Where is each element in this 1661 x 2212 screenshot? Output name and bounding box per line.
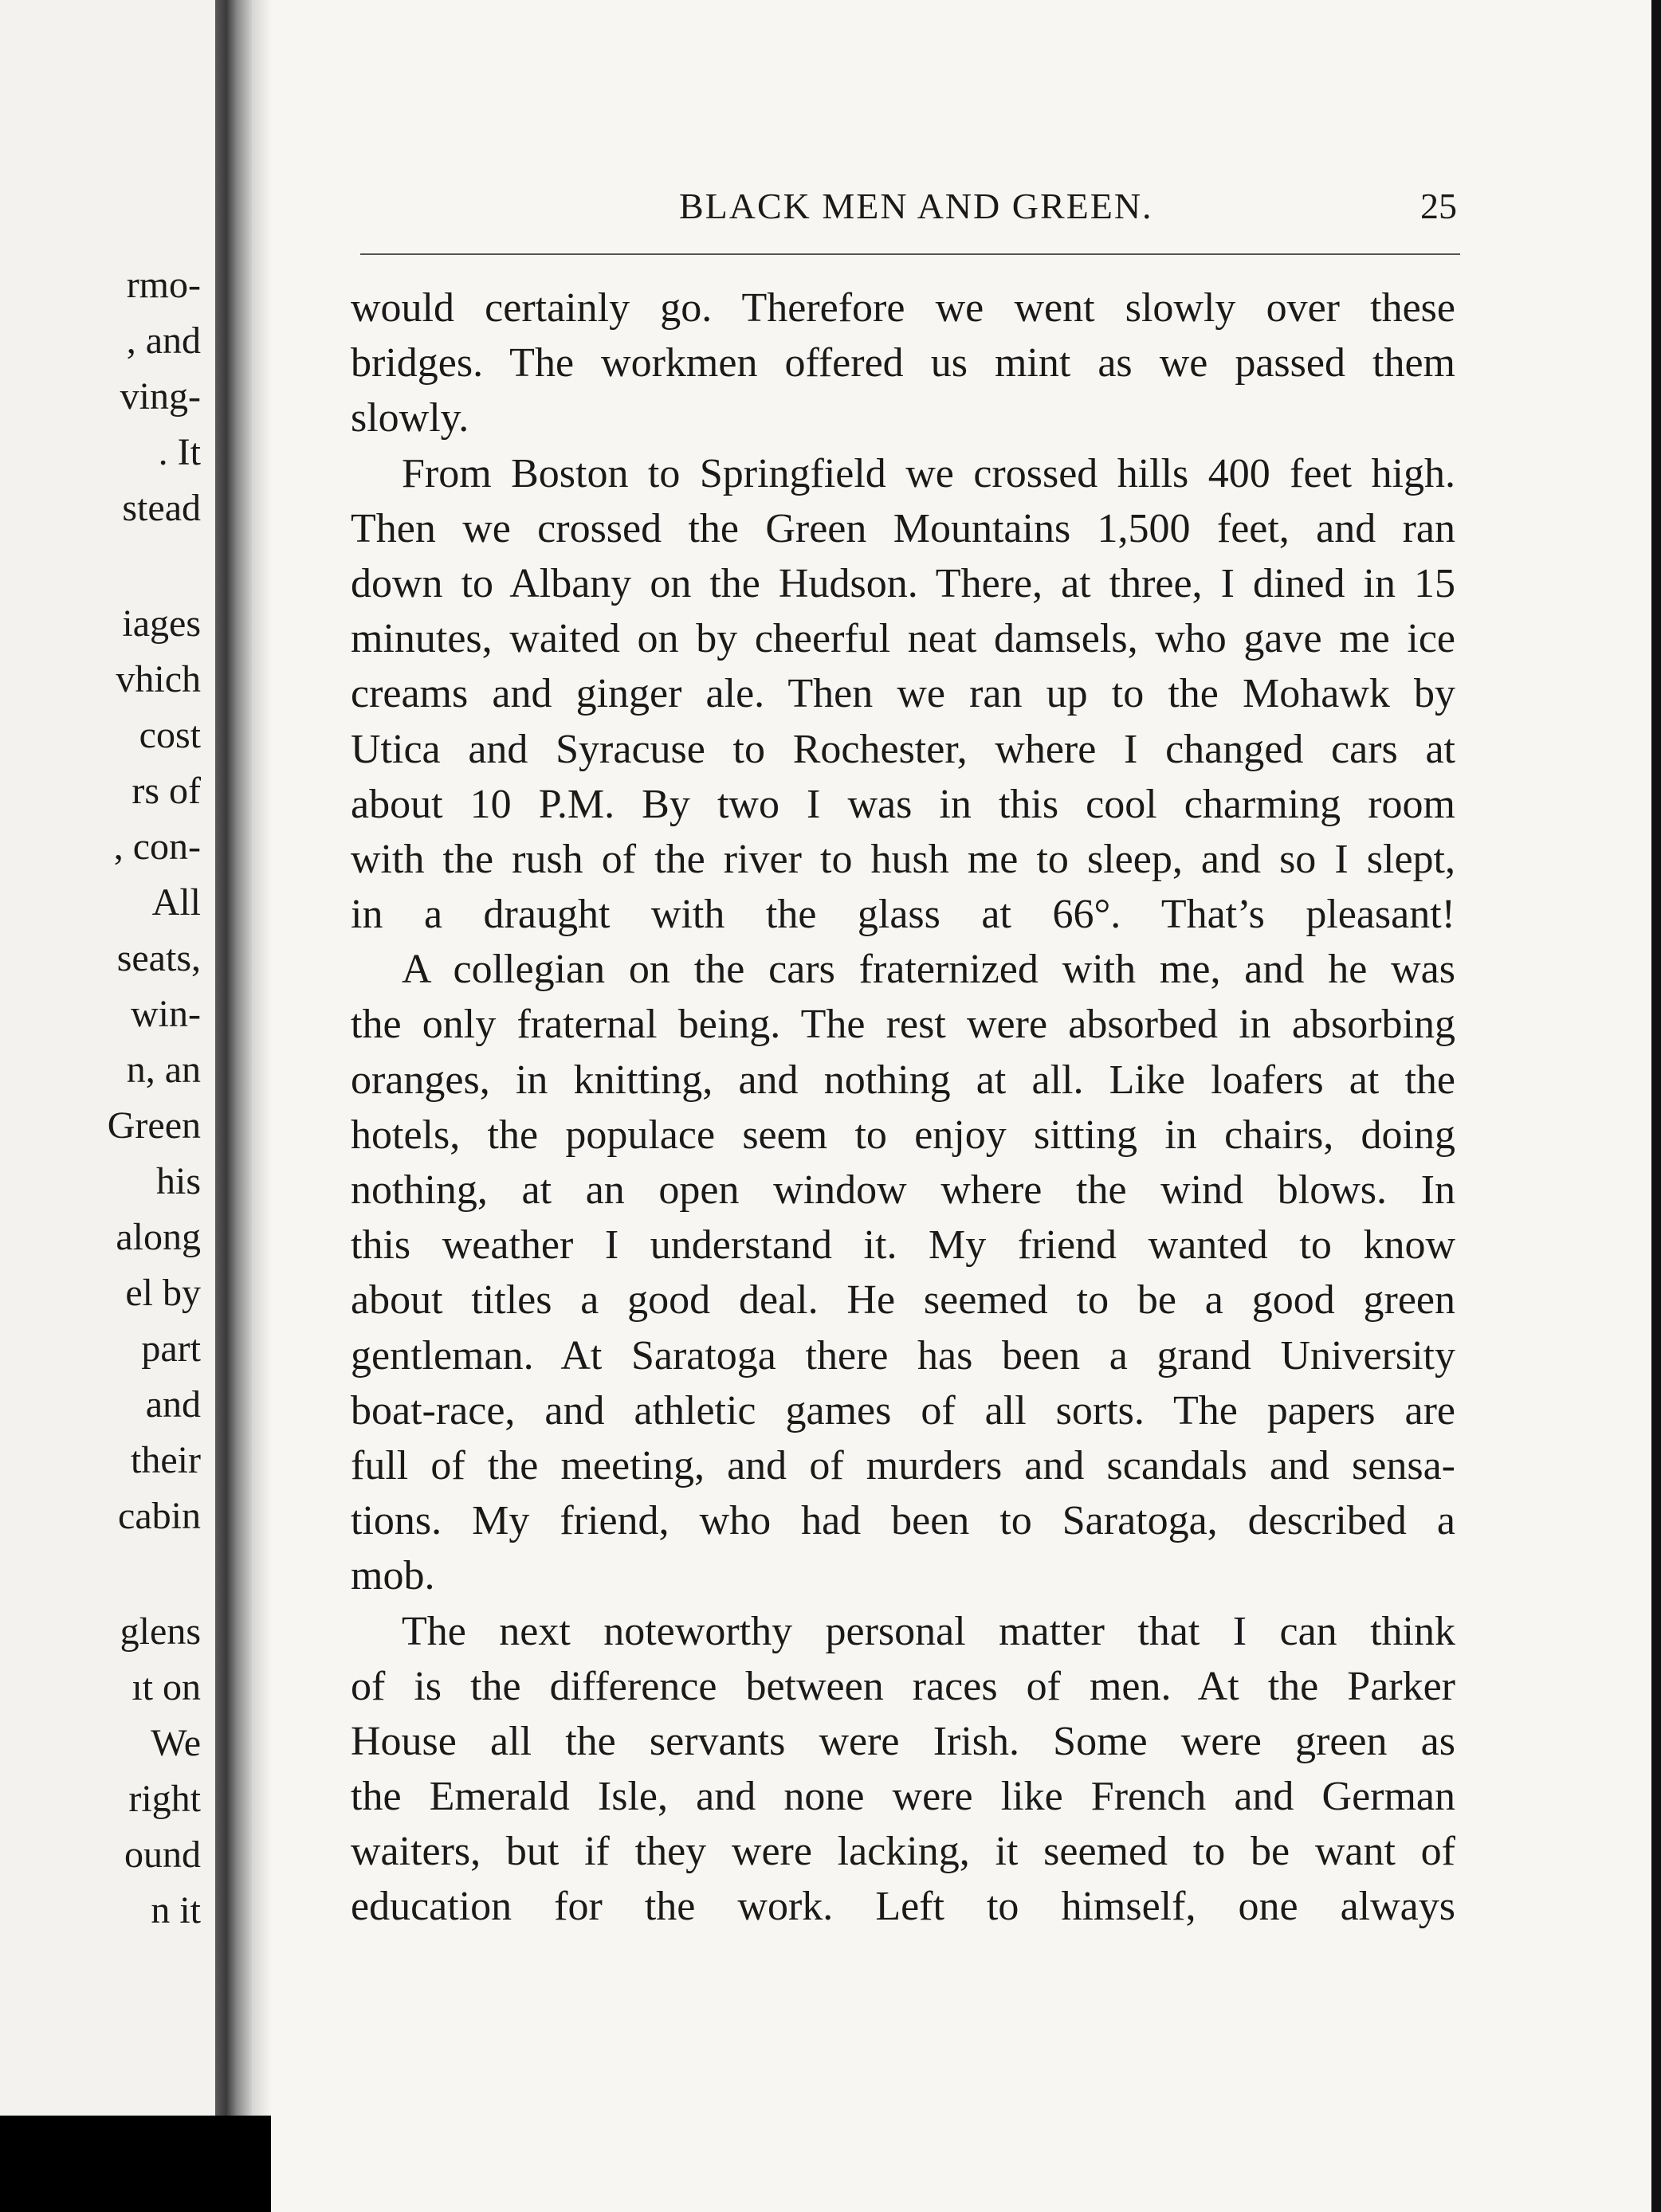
left-fragment-line: and — [145, 1383, 201, 1426]
scan-background — [0, 2116, 271, 2212]
left-fragment-line: seats, — [116, 937, 201, 979]
left-fragment-line: his — [155, 1160, 201, 1202]
left-fragment-line: , con- — [113, 826, 201, 868]
left-fragment-line: glens — [120, 1610, 201, 1653]
text-line: tions. My friend, who had been to Saratoga, described a — [351, 1498, 1455, 1544]
text-line: waiters, but if they were lacking, it seemed to be want of — [351, 1829, 1455, 1875]
header-rule — [360, 253, 1460, 255]
scan-edge — [1651, 0, 1661, 2212]
left-fragment-line: their — [131, 1439, 201, 1481]
text-line: Then we crossed the Green Mountains 1,500 feet, and ran — [351, 505, 1455, 551]
left-fragment-line: ving- — [120, 375, 201, 418]
left-fragment-line: vhich — [116, 658, 201, 700]
text-line: about 10 P.M. By two I was in this cool charming room — [351, 781, 1455, 827]
left-fragment-line: n it — [151, 1889, 201, 1932]
left-fragment-line: iages — [122, 602, 201, 645]
page-number: 25 — [1420, 186, 1457, 226]
text-line: minutes, waited on by cheerful neat damsels, who gave me ice — [351, 616, 1455, 662]
text-line: mob. — [351, 1553, 435, 1599]
left-fragment-line: stead — [122, 487, 201, 529]
left-fragment-line: . It — [158, 431, 201, 473]
text-line: of is the difference between races of men. At the Parker — [351, 1663, 1455, 1709]
text-line: gentleman. At Saratoga there has been a grand University — [351, 1332, 1455, 1379]
paragraph-start: The next noteworthy personal matter that I can think — [402, 1608, 1455, 1654]
left-fragment-line: We — [151, 1722, 201, 1764]
text-line: oranges, in knitting, and nothing at all. Like loafers at the — [351, 1057, 1455, 1103]
left-fragment-line: n, an — [126, 1049, 201, 1091]
text-line: House all the servants were Irish. Some were green as — [351, 1718, 1455, 1764]
text-line: the Emerald Isle, and none were like French and German — [351, 1774, 1455, 1820]
left-fragment-line: cabin — [118, 1495, 201, 1537]
left-fragment-line: el by — [125, 1272, 201, 1314]
text-line: bridges. The workmen offered us mint as we passed them — [351, 340, 1455, 386]
text-line: in a draught with the glass at 66°. That’s pleasant! — [351, 892, 1455, 938]
text-line: with the rush of the river to hush me to sleep, and so I slept, — [351, 836, 1455, 882]
text-line: this weather I understand it. My friend wanted to know — [351, 1222, 1455, 1269]
left-fragment-line: win- — [131, 993, 201, 1035]
text-line: hotels, the populace seem to enjoy sitting in chairs, doing — [351, 1112, 1455, 1158]
left-fragment-line: part — [141, 1328, 201, 1370]
text-line: full of the meeting, and of murders and scandals and sensa- — [351, 1442, 1455, 1488]
running-head: BLACK MEN AND GREEN. — [679, 186, 1153, 226]
paragraph-start: From Boston to Springfield we crossed hills 400 feet high. — [402, 450, 1455, 496]
text-line: nothing, at an open window where the wind blows. In — [351, 1167, 1455, 1213]
book-gutter — [215, 0, 252, 2116]
text-line: the only fraternal being. The rest were absorbed in absorbing — [351, 1002, 1455, 1048]
gutter-highlight — [252, 0, 271, 2116]
paragraph-start: A collegian on the cars fraternized with me, and he was — [402, 947, 1455, 993]
left-fragment-line: , and — [126, 320, 201, 362]
left-fragment-line: All — [151, 881, 201, 924]
left-fragment-line: rs of — [132, 770, 201, 812]
text-line: slowly. — [351, 395, 469, 441]
left-fragment-line: ound — [124, 1834, 201, 1876]
left-fragment-line: Green — [107, 1104, 201, 1147]
text-line: down to Albany on the Hudson. There, at three, I dined in 15 — [351, 560, 1455, 606]
text-line: creams and ginger ale. Then we ran up to the Mohawk by — [351, 671, 1455, 717]
text-line: education for the work. Left to himself, one always — [351, 1884, 1455, 1930]
text-line: Utica and Syracuse to Rochester, where I changed cars at — [351, 726, 1455, 772]
left-fragment-line: right — [128, 1778, 201, 1820]
left-page-fragment — [0, 0, 215, 2116]
left-fragment-line: rmo- — [126, 264, 201, 306]
text-line: about titles a good deal. He seemed to be a good green — [351, 1277, 1455, 1324]
text-line: would certainly go. Therefore we went slowly over these — [351, 285, 1455, 331]
left-fragment-line: ıt on — [132, 1666, 201, 1708]
body-text — [351, 280, 1455, 1935]
text-line: boat-race, and athletic games of all sorts. The papers are — [351, 1387, 1455, 1433]
left-fragment-line: cost — [139, 714, 201, 756]
left-fragment-line: along — [116, 1216, 201, 1258]
